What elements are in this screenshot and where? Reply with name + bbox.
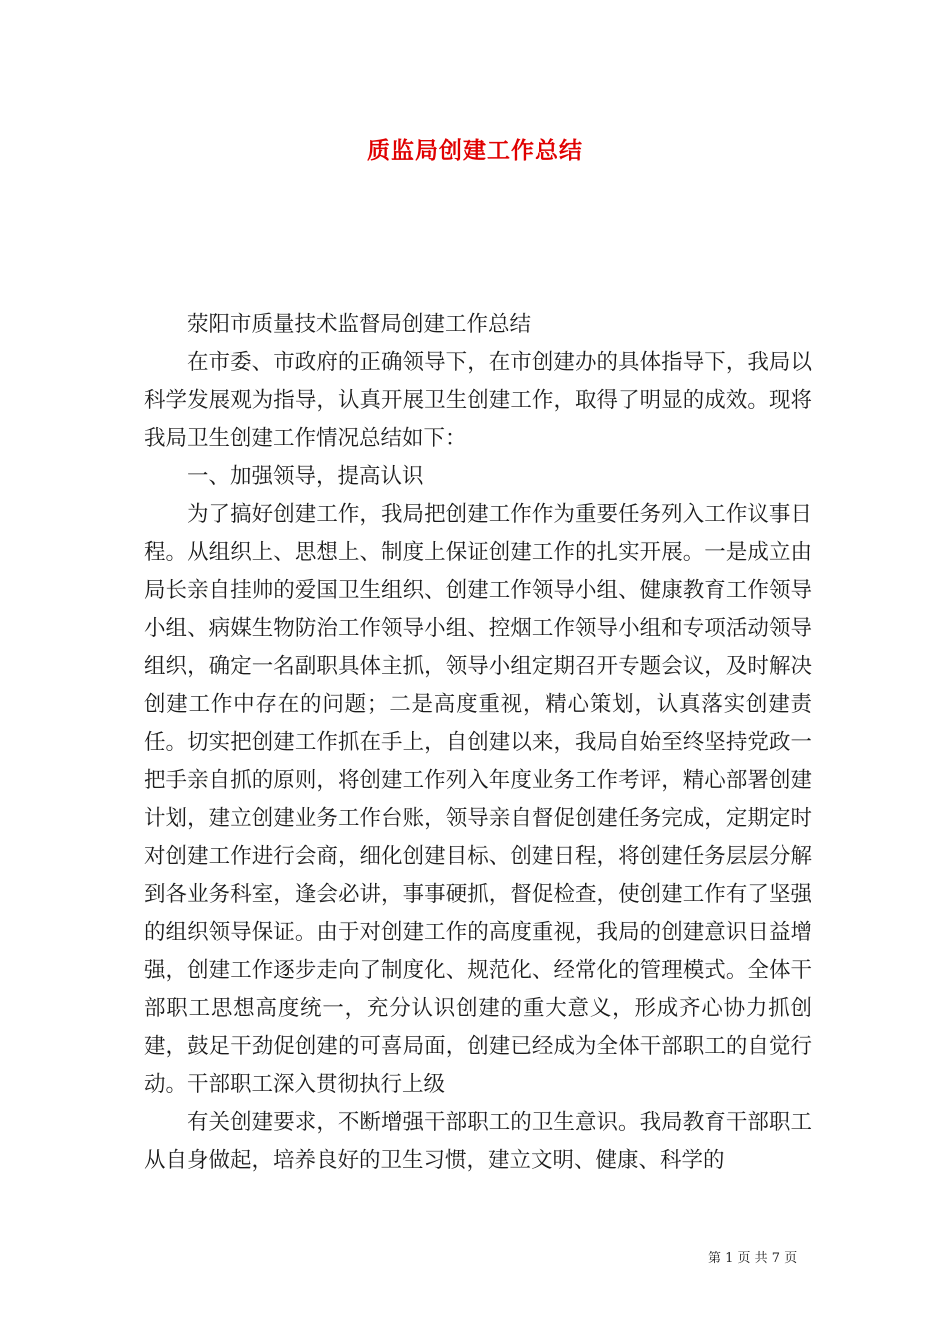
paragraph-heading: 荥阳市质量技术监督局创建工作总结 (187, 312, 532, 337)
document-title: 质监局创建工作总结 (367, 138, 583, 164)
paragraph-intro: 在市委、市政府的正确领导下，在市创建办的具体指导下，我局以科学发展观为指导，认真开展卫生创建工作，取得了明显的成效。现将我局卫生创建工作情况总结如下： (144, 350, 812, 451)
paragraph-body: 为了搞好创建工作，我局把创建工作作为重要任务列入工作议事日程。从组织上、思想上、制度上保证创建工作的扎实开展。一是成立由局长亲自挂帅的爱国卫生组织、创建工作领导小组、健康教育工作领导小组、病媒生物防治工作领导小组、控烟工作领导小组和专项活动领导组织，确定一名副职具体主抓，领导小组定期召开专题会议，及时解决创建工作中存在的问题；二是高度重视，精心策划，认真落实创建责任。切实把创建工作抓在手上，自创建以来，我局自始至终坚持党政一把手亲自抓的原则，将创建工作列入年度业务工作考评，精心部署创建计划，建立创建业务工作台账，领导亲自督促创建任务完成，定期定时对创建工作进行会商，细化创建目标、创建日程，将创建任务层层分解到各业务科室，逢会必讲，事事硬抓，督促检查，使创建工作有了坚强的组织领导保证。由于对创建工作的高度重视，我局的创建意识日益增强，创建工作逐步走向了制度化、规范化、经常化的管理模式。全体干部职工思想高度统一，充分认识创建的重大意义，形成齐心协力抓创建，鼓足干劲促创建的可喜局面，创建已经成为全体干部职工的自觉行动。干部职工深入贯彻执行上级 (144, 502, 812, 1097)
page-number: 第 1 页 共 7 页 (708, 1251, 798, 1266)
document-body (144, 306, 812, 1180)
section-heading: 一、加强领导，提高认识 (187, 464, 424, 489)
paragraph-body: 有关创建要求，不断增强干部职工的卫生意识。我局教育干部职工从自身做起，培养良好的卫生习惯，建立文明、健康、科学的 (144, 1110, 812, 1173)
